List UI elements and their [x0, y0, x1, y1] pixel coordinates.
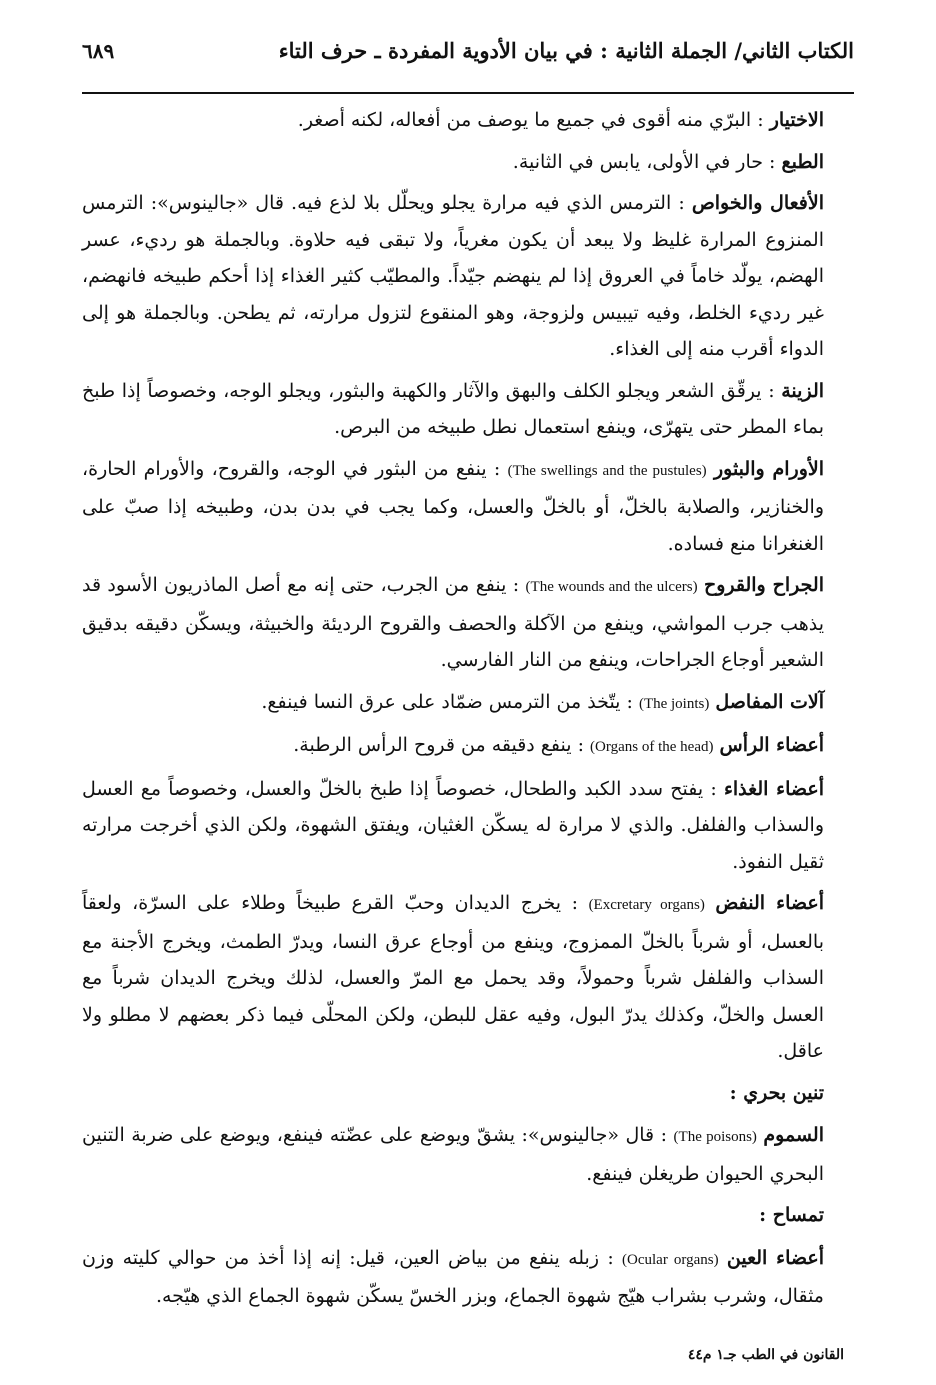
entry-text: ينفع من الجرب، حتى إنه مع أصل الماذريون الأسود قد يذهب جرب المواشي، وينفع من الآكلة والحصف والقروح الرديئة والخبيثة، ويسكّن دقيقه بدقيق الشعير أوجاع الجراحات، وينفع من النار الفارسي.: [82, 574, 824, 671]
entry-text: حار في الأولى، يابس في الثانية.: [512, 150, 764, 173]
entry-text: الترمس الذي فيه مرارة يجلو ويحلّل بلا لذع فيه. قال «جالينوس»: الترمس المنزوع المرارة غليظ ولا يبعد أن يكون مغرياً، ولا تبقى فيه حلاوة. وبالجملة هو رديء، عسر الهضم، يولّد خاماً في العروق إذا لم ينهضم جيّداً. والمطيّب كثير الغذاء إذا أحكم طبيخه فانهضم، غير رديء الخلط، وفيه تيبيس ولزوجة، وهو المنقوع لتزول مرارته، ثم يطحن. وبالجملة هو إلى الدواء أقرب منه إلى الغذاء.: [82, 192, 824, 360]
page-number: ٦٨٩: [82, 39, 115, 63]
header-rule: [82, 92, 854, 94]
entry-paragraph: السموم (The poisons) : قال «جالينوس»: يشقّ ويوضع على عضّته فينفع، ويوضع على ضربة التنين البحري الحيوان طريغلن فينفع.: [82, 1124, 825, 1185]
entry-paragraph: آلات المفاصل (The joints) : يتّخذ من الترمس ضمّاد على عرق النسا فينفع.: [261, 690, 824, 713]
entry-text: يفتح سدد الكبد والطحال، خصوصاً إذا طبخ بالخلّ والعسل، وخصوصاً مع العسل والسذاب والفلفل. والذي لا مرارة له يسكّن الغثيان، ويفتق الشهوة، ولكن الذي أخرجت مرارته ثقيل النفوذ.: [82, 777, 824, 873]
entry-text: يرقّق الشعر ويجلو الكلف والبهق والآثار والكهبة والبثور، ويجلو الوجه، وخصوصاً إذا طبخ بماء المطر حتى يتهرّى، وينفع استعمال نطل طبيخه من البرص.: [82, 379, 824, 438]
entry-term: الطبع: [781, 150, 824, 173]
entry-paragraph: أعضاء النفض (Excretary organs) : يخرج الديدان وحبّ القرع طبيخاً وطلاء على السرّة، ولعقاً بالعسل، أو شرباً بالخلّ الممزوج، وينفع من أوجاع عرق النسا، ويدرّ الطمث، ويخرج الأجنة مع السذاب والفلفل شرباً وحمولاً، وقد يحمل مع المرّ والعسل، لذلك ويخرج الديدان شرباً مع العسل والخلّ، وكذلك يدرّ البول، وفيه عقل للبطن، ولكن المحلّى فيما ذكر بعضهم لا مطلو ولا عاقل.: [82, 892, 824, 1062]
entry-paragraph: الاختيار : البرّي منه أقوى في جميع ما يوصف من أفعاله، لكنه أصغر.: [297, 109, 824, 131]
entry-term: آلات المفاصل: [715, 690, 824, 713]
entry-paragraph: الأورام والبثور (The swellings and the pustules) : ينفع من البثور في الوجه، والقروح، والأورام الحارة، والخنازير، والصلابة بالخلّ، أو بالخلّ والعسل، وكما يجب في بدن بدن، وطبيخه إذا صبّ على الغنغرانا منع فساده.: [82, 457, 825, 555]
entry-text: ينفع من البثور في الوجه، والقروح، والأورام الحارة، والخنازير، والصلابة بالخلّ، أو بالخلّ والعسل، وكما يجب في بدن بدن، وطبيخه إذا صبّ على الغنغرانا منع فساده.: [82, 457, 824, 555]
entry-term-english: (The joints): [638, 695, 710, 712]
entry-term: الأفعال والخواص: [691, 192, 825, 214]
entry-term-english: (Ocular organs): [622, 1251, 719, 1268]
entry-paragraph: أعضاء الغذاء : يفتح سدد الكبد والطحال، خصوصاً إذا طبخ بالخلّ والعسل، وخصوصاً مع العسل والسذاب والفلفل. والذي لا مرارة له يسكّن الغثيان، ويفتق الشهوة، ولكن الذي أخرجت مرارته ثقيل النفوذ.: [82, 777, 824, 873]
entry-term: الزينة: [781, 379, 825, 402]
entry-term: الأورام والبثور: [713, 457, 825, 480]
entry-paragraph: الأفعال والخواص : الترمس الذي فيه مرارة يجلو ويحلّل بلا لذع فيه. قال «جالينوس»: الترمس المنزوع المرارة غليظ ولا يبعد أن يكون مغرياً، ولا تبقى فيه حلاوة. وبالجملة هو رديء، عسر الهضم، يولّد خاماً في العروق إذا لم ينهضم جيّداً. والمطيّب كثير الغذاء إذا أحكم طبيخه فانهضم، غير رديء الخلط، وفيه تيبيس ولزوجة، وهو المنقوع لتزول مرارته، ثم يطحن. وبالجملة هو إلى الدواء أقرب منه إلى الغذاء.: [82, 192, 825, 360]
section-heading-sea-dragon: تنين بحري :: [729, 1081, 824, 1104]
entry-paragraph: الزينة : يرقّق الشعر ويجلو الكلف والبهق والآثار والكهبة والبثور، ويجلو الوجه، وخصوصاً إذا طبخ بماء المطر حتى يتهرّى، وينفع استعمال نطل طبيخه من البرص.: [82, 379, 825, 438]
entry-term: الاختيار: [769, 109, 824, 131]
entry-text: ينفع دقيقه من قروح الرأس الرطبة.: [293, 734, 572, 756]
entry-term-english: (The wounds and the ulcers): [525, 579, 698, 595]
entry-term: أعضاء الغذاء: [723, 777, 824, 800]
entry-paragraph: أعضاء الرأس (Organs of the head) : ينفع دقيقه من قروح الرأس الرطبة.: [293, 734, 824, 756]
entry-term-english: (The swellings and the pustules): [507, 462, 707, 479]
entry-term: الجراح والقروح: [703, 574, 825, 596]
entry-text: يخرج الديدان وحبّ القرع طبيخاً وطلاء على السرّة، ولعقاً بالعسل، أو شرباً بالخلّ الممزوج، وينفع من أوجاع عرق النسا، ويدرّ الطمث، ويخرج الأجنة مع السذاب والفلفل شرباً وحمولاً، وقد يحمل مع المرّ والعسل، لذلك ويخرج الديدان شرباً مع العسل والخلّ، وكذلك يدرّ البول، وفيه عقل للبطن، ولكن المحلّى فيما ذكر بعضهم لا مطلو ولا عاقل.: [82, 892, 824, 1062]
header-title: الكتاب الثاني/ الجملة الثانية : في بيان الأدوية المفردة ـ حرف التاء: [278, 38, 854, 63]
entries-list: [82, 102, 844, 1070]
entry-text: قال «جالينوس»: يشقّ ويوضع على عضّته فينفع، ويوضع على ضربة التنين البحري الحيوان طريغلن فينفع.: [82, 1124, 824, 1185]
entry-term: أعضاء الرأس: [719, 734, 824, 756]
entry-term: السموم: [763, 1124, 825, 1146]
page-footer: القانون في الطب جـ١ م٤٤: [687, 1347, 844, 1363]
entry-term-english: (The poisons): [673, 1129, 757, 1145]
entry-paragraph: الطبع : حار في الأولى، يابس في الثانية.: [512, 150, 824, 173]
section-heading-crocodile: تمساح :: [759, 1204, 824, 1226]
entry-term: أعضاء العين: [726, 1246, 824, 1269]
entry-paragraph: أعضاء العين (Ocular organs) : زبله ينفع من بياض العين، قيل: إنه إذا أخذ من حوالي كليته وزن مثقال، وشرب بشراب هيّج شهوة الجماع، وبزر الخسّ يسكّن شهوة الجماع الذي هيّجه.: [82, 1246, 824, 1307]
entry-text: البرّي منه أقوى في جميع ما يوصف من أفعاله، لكنه أصغر.: [297, 109, 752, 131]
entry-term-english: (Organs of the head): [590, 739, 714, 755]
entry-paragraph: الجراح والقروح (The wounds and the ulcers) : ينفع من الجرب، حتى إنه مع أصل الماذريون الأسود قد يذهب جرب المواشي، وينفع من الآكلة والحصف والقروح الرديئة والخبيثة، ويسكّن دقيقه بدقيق الشعير أوجاع الجراحات، وينفع من النار الفارسي.: [82, 574, 825, 671]
entry-text: زبله ينفع من بياض العين، قيل: إنه إذا أخذ من حوالي كليته وزن مثقال، وشرب بشراب هيّج شهوة الجماع، وبزر الخسّ يسكّن شهوة الجماع الذي هيّجه.: [82, 1246, 824, 1307]
page-body: [82, 102, 844, 1320]
entry-term: أعضاء النفض: [715, 892, 824, 914]
entry-term-english: (Excretary organs): [588, 897, 705, 913]
running-header: [82, 38, 854, 63]
entry-text: يتّخذ من الترمس ضمّاد على عرق النسا فينفع.: [261, 690, 621, 713]
